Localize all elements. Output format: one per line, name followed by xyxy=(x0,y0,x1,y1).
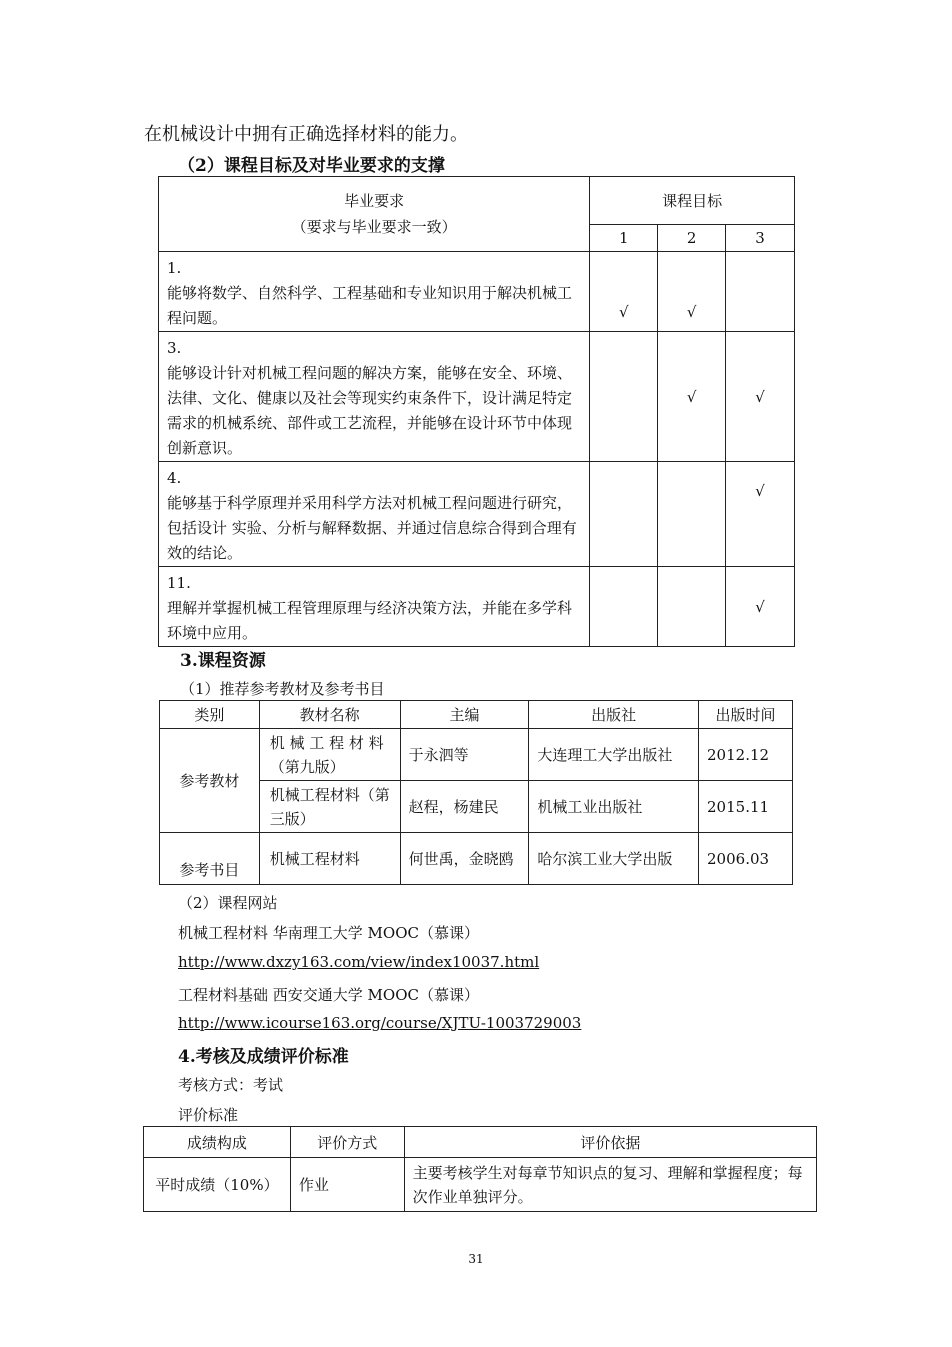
goal-col-2: 2 xyxy=(658,225,726,252)
check-cell: √ xyxy=(658,332,726,462)
check-cell xyxy=(590,567,658,647)
assessment-table xyxy=(143,1126,817,1212)
requirement-header-note: （要求与毕业要求一致） xyxy=(291,218,457,236)
check-cell xyxy=(726,252,795,332)
check-cell: √ xyxy=(726,567,795,647)
book-date: 2012.12 xyxy=(699,729,793,781)
req-num: 3. xyxy=(167,339,182,357)
goal-col-1: 1 xyxy=(590,225,658,252)
assessment-heading: 4.考核及成绩评价标准 xyxy=(178,1047,349,1067)
category-cell: 参考书目 xyxy=(160,833,260,885)
table-row xyxy=(160,833,793,885)
book-publisher: 大连理工大学出版社 xyxy=(529,729,699,781)
col-header: 教材名称 xyxy=(259,701,400,729)
req-text: 能够设计针对机械工程问题的解决方案，能够在安全、环境、法律、文化、健康以及社会等现实约束条件下，设计满足特定需求的机械系统、部件或工艺流程，并能够在设计环节中体现创新意识。 xyxy=(167,364,573,457)
book-name: 机 械 工 程 材 料（第九版） xyxy=(259,729,400,781)
check-cell xyxy=(658,462,726,567)
table-row xyxy=(159,252,795,332)
assessment-method: 考核方式：考试 xyxy=(178,1076,284,1094)
goal-col-3: 3 xyxy=(726,225,795,252)
col-header: 出版社 xyxy=(529,701,699,729)
resources-heading: 3.课程资源 xyxy=(180,651,266,671)
grade-component: 平时成绩（10%） xyxy=(144,1158,291,1212)
objectives-table xyxy=(158,176,795,647)
req-num: 11. xyxy=(167,574,191,592)
col-header: 评价依据 xyxy=(404,1127,816,1158)
table-row xyxy=(160,729,793,781)
website-2-title: 工程材料基础 西安交通大学 MOOC（慕课） xyxy=(178,986,479,1004)
check-cell: √ xyxy=(726,462,795,567)
page-number: 31 xyxy=(468,1252,484,1266)
objectives-heading: （2）课程目标及对毕业要求的支撑 xyxy=(178,156,445,176)
website-subheading: （2）课程网站 xyxy=(178,894,278,912)
table-row xyxy=(159,462,795,567)
check-cell xyxy=(590,332,658,462)
book-date: 2015.11 xyxy=(699,781,793,833)
evaluation-way: 作业 xyxy=(290,1158,404,1212)
requirement-header xyxy=(159,177,590,252)
book-name: 机械工程材料（第三版） xyxy=(259,781,400,833)
category-cell: 参考教材 xyxy=(160,729,260,833)
col-header: 出版时间 xyxy=(699,701,793,729)
book-name: 机械工程材料 xyxy=(259,833,400,885)
book-publisher: 机械工业出版社 xyxy=(529,781,699,833)
req-text: 能够基于科学原理并采用科学方法对机械工程问题进行研究，包括设计 实验、分析与解释数据、并通过信息综合得到合理有效的结论。 xyxy=(167,494,577,562)
book-editor: 赵程，杨建民 xyxy=(400,781,529,833)
goal-header: 课程目标 xyxy=(590,177,795,225)
check-cell xyxy=(658,567,726,647)
col-header: 成绩构成 xyxy=(144,1127,291,1158)
col-header: 主编 xyxy=(400,701,529,729)
check-cell xyxy=(590,462,658,567)
check-cell: √ xyxy=(726,332,795,462)
col-header: 类别 xyxy=(160,701,260,729)
req-num: 4. xyxy=(167,469,182,487)
check-cell: √ xyxy=(590,252,658,332)
col-header: 评价方式 xyxy=(290,1127,404,1158)
books-table xyxy=(159,700,793,885)
requirement-header-title: 毕业要求 xyxy=(344,192,405,210)
book-date: 2006.03 xyxy=(699,833,793,885)
table-row xyxy=(159,567,795,647)
req-text: 能够将数学、自然科学、工程基础和专业知识用于解决机械工程问题。 xyxy=(167,284,573,327)
website-1-title: 机械工程材料 华南理工大学 MOOC（慕课） xyxy=(178,924,479,942)
evaluation-basis: 主要考核学生对每章节知识点的复习、理解和掌握程度；每次作业单独评分。 xyxy=(404,1158,816,1212)
book-editor: 于永泗等 xyxy=(400,729,529,781)
check-cell: √ xyxy=(658,252,726,332)
intro-line: 在机械设计中拥有正确选择材料的能力。 xyxy=(144,124,468,145)
criteria-label: 评价标准 xyxy=(178,1106,239,1124)
books-subheading: （1）推荐参考教材及参考书目 xyxy=(180,680,385,698)
table-row xyxy=(144,1158,817,1212)
website-2-link[interactable]: http://www.icourse163.org/course/XJTU-1003729003 xyxy=(178,1014,582,1032)
table-row xyxy=(159,332,795,462)
book-editor: 何世禹，金晓鸥 xyxy=(400,833,529,885)
book-publisher: 哈尔滨工业大学出版 xyxy=(529,833,699,885)
req-num: 1. xyxy=(167,259,182,277)
website-1-link[interactable]: http://www.dxzy163.com/view/index10037.html xyxy=(178,953,540,971)
req-text: 理解并掌握机械工程管理原理与经济决策方法，并能在多学科环境中应用。 xyxy=(167,599,573,642)
